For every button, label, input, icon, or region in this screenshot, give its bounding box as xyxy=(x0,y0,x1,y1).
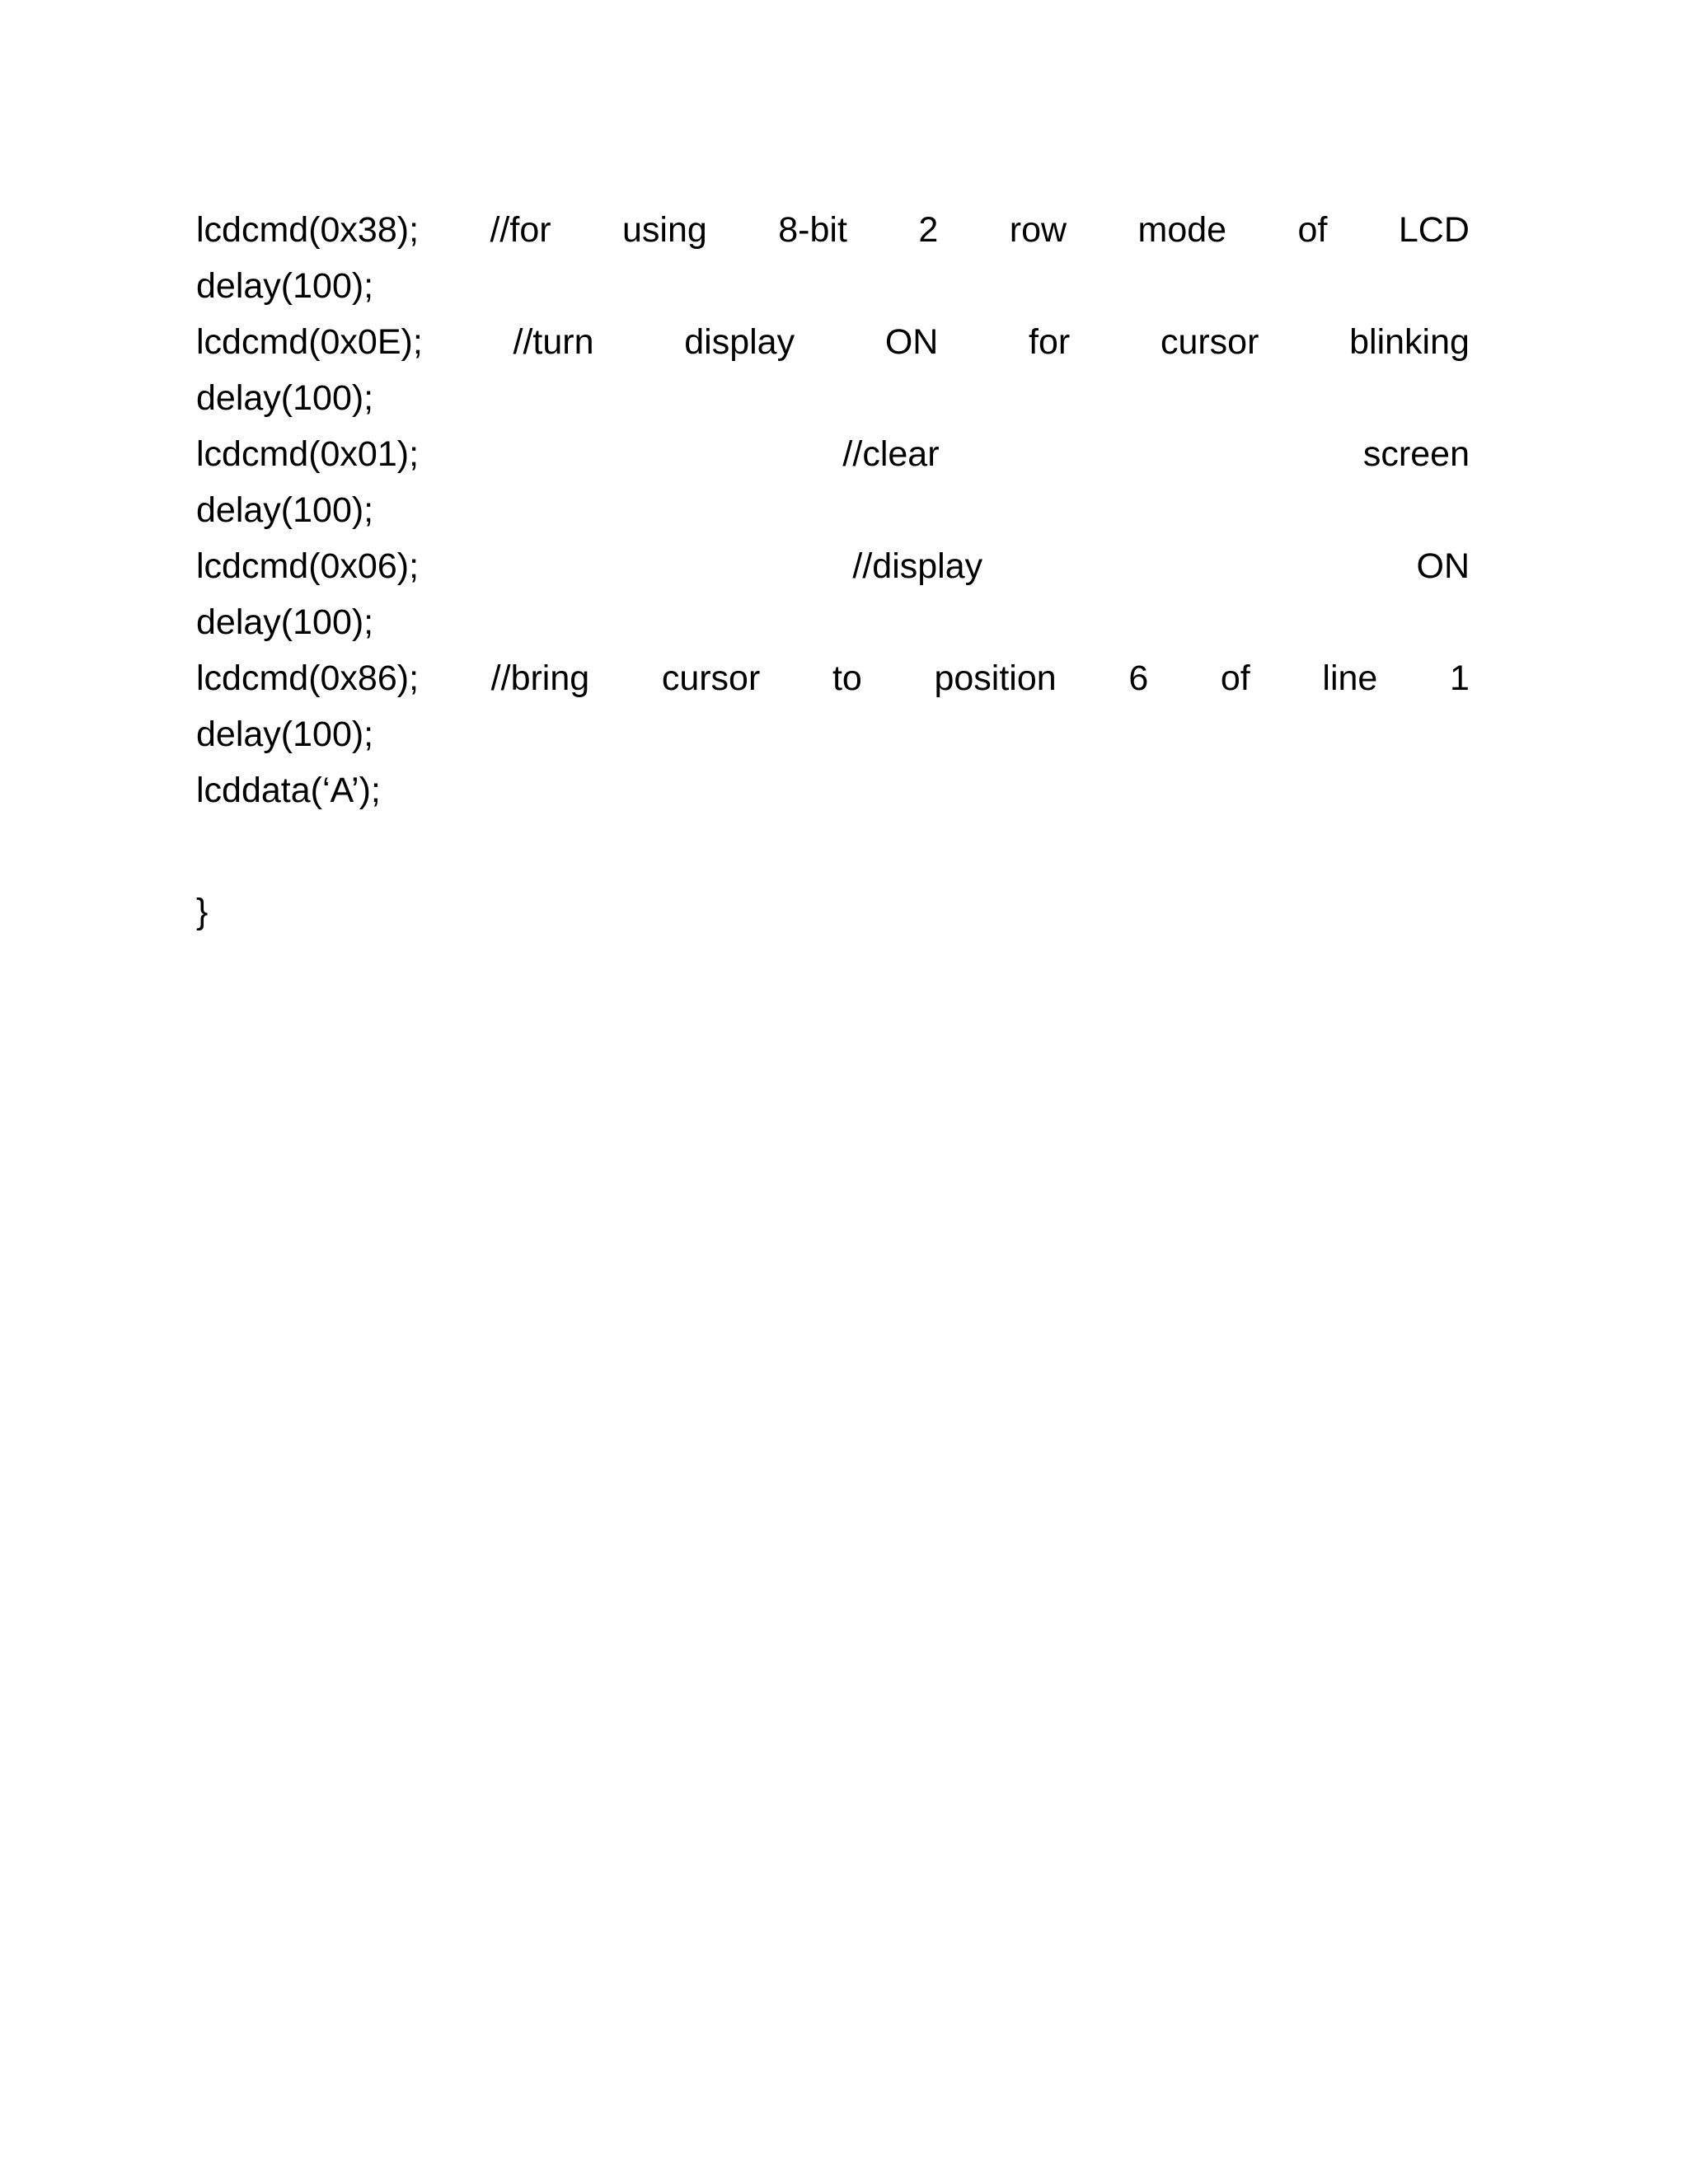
code-line-delay xyxy=(196,482,1470,538)
code-word: 2 xyxy=(918,210,939,250)
code-word: for xyxy=(1029,322,1071,362)
code-word: row xyxy=(1009,210,1067,250)
code-word: display xyxy=(684,322,795,362)
code-word: delay(100); xyxy=(196,490,374,530)
code-word: //display xyxy=(852,546,983,586)
code-line-closing-brace xyxy=(196,883,1470,940)
code-word: position xyxy=(934,658,1057,698)
closing-brace: } xyxy=(196,892,209,931)
blank-line xyxy=(196,818,1470,883)
code-word: mode xyxy=(1137,210,1227,250)
code-word: 1 xyxy=(1449,658,1470,698)
code-word: lcdcmd(0x0E); xyxy=(196,322,423,362)
code-word: delay(100); xyxy=(196,266,374,306)
code-word: //bring xyxy=(490,658,590,698)
code-word: //for xyxy=(490,210,551,250)
code-line-lcdcmd-0x38 xyxy=(196,202,1470,258)
code-word: lcdcmd(0x06); xyxy=(196,546,420,586)
code-word: delay(100); xyxy=(196,602,374,642)
code-word: of xyxy=(1297,210,1328,250)
code-word: blinking xyxy=(1349,322,1470,362)
code-line-delay xyxy=(196,258,1470,314)
code-word: lcdcmd(0x38); xyxy=(196,210,420,250)
code-line-delay xyxy=(196,594,1470,650)
code-line-delay xyxy=(196,370,1470,426)
code-word: lcdcmd(0x86); xyxy=(196,658,420,698)
code-line-delay xyxy=(196,706,1470,762)
code-word: //clear xyxy=(842,434,940,474)
code-word: delay(100); xyxy=(196,715,374,754)
code-line-lcddata xyxy=(196,762,1470,818)
code-word: cursor xyxy=(1160,322,1259,362)
code-word: screen xyxy=(1362,434,1470,474)
code-word: lcdcmd(0x01); xyxy=(196,434,420,474)
code-word: ON xyxy=(884,322,939,362)
code-word: 6 xyxy=(1128,658,1149,698)
code-word: using xyxy=(622,210,707,250)
code-line-lcdcmd-0x06 xyxy=(196,538,1470,594)
code-word: cursor xyxy=(661,658,761,698)
code-word: line xyxy=(1322,658,1378,698)
code-word: lcddata(‘A’); xyxy=(196,771,381,810)
code-word: ON xyxy=(1416,546,1470,586)
code-listing xyxy=(196,202,1470,940)
code-line-lcdcmd-0x86 xyxy=(196,650,1470,706)
code-word: 8-bit xyxy=(778,210,847,250)
code-word: LCD xyxy=(1398,210,1470,250)
code-word: to xyxy=(832,658,862,698)
code-line-lcdcmd-0x0e xyxy=(196,314,1470,370)
code-word: of xyxy=(1220,658,1250,698)
code-word: delay(100); xyxy=(196,378,374,418)
code-word: //turn xyxy=(513,322,594,362)
code-line-lcdcmd-0x01 xyxy=(196,426,1470,482)
